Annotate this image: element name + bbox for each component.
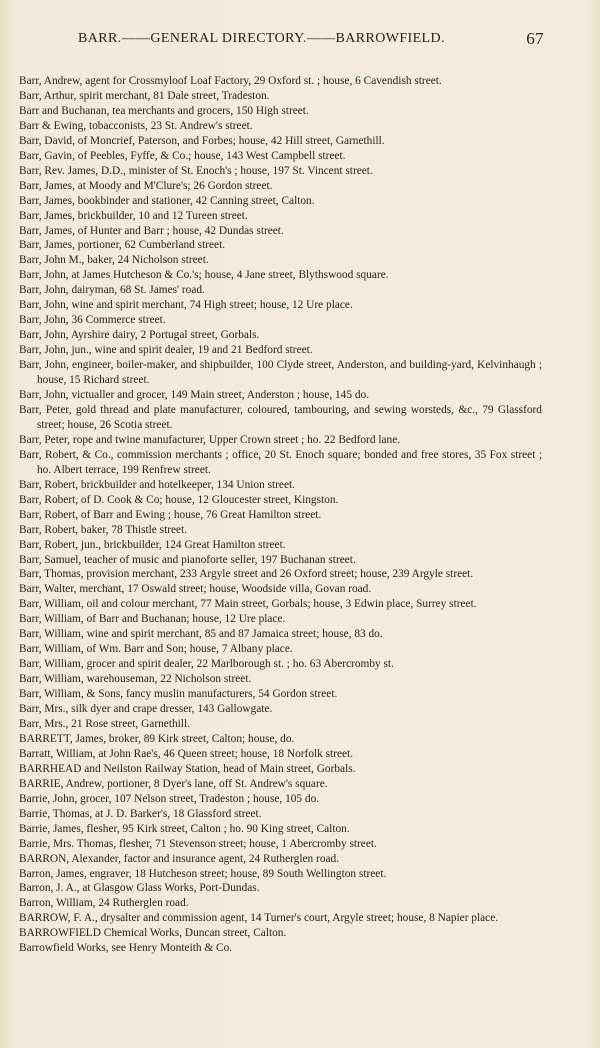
entry-name: Barr, William, [19, 613, 84, 626]
entry-details: of Barr and Buchanan; house, 12 Ure place. [83, 613, 286, 626]
entry-details: dairyman, 68 St. James' road. [68, 284, 205, 297]
entry-details: head of Main street, Gorbals. [220, 762, 356, 775]
entry-name: Barr, William, [19, 598, 84, 611]
entry-name: BARRHEAD and Neilston Railway Station, [19, 762, 221, 775]
entry-name: Barrie, Mrs. Thomas, [19, 837, 117, 850]
directory-entry [19, 926, 542, 941]
entry-details: engraver, 18 Hutcheson street; house, 89 South Wellington street. [86, 867, 387, 880]
entry-name: Barr, Robert, [19, 538, 79, 551]
entry-details: jun., brickbuilder, 124 Great Hamilton street. [78, 538, 286, 551]
directory-entry [19, 732, 542, 747]
directory-entry [19, 702, 542, 717]
entry-details: tobacconists, 23 St. Andrew's street. [86, 119, 253, 132]
directory-entry [19, 104, 542, 119]
entry-name: Barr, Andrew, [19, 75, 83, 87]
directory-entry [19, 553, 542, 568]
entry-name: Barr, Robert, & Co., [19, 448, 114, 461]
entry-name: Barr, Gavin, [19, 149, 75, 162]
entry-name: Barr, John, [19, 359, 69, 372]
entry-details: brickbuilder, 10 and 12 Tureen street. [74, 209, 248, 222]
entry-details: at James Hutcheson & Co.'s; house, 4 Jane street, Blythswood square. [68, 269, 389, 282]
entry-name: Barr, William, [19, 628, 84, 641]
entry-details: commission merchants ; office, 20 St. Enoch square; bonded and free stores, 35 Fox street ; ho. Albert terrace, 199 Renfrew street. [37, 448, 542, 476]
entry-details: at John Rae's, 46 Queen street; house, 18 Norfolk street. [95, 747, 354, 760]
page-number: 67 [526, 29, 544, 48]
directory-entry [19, 164, 542, 179]
directory-entry [19, 433, 542, 448]
entry-details: of Peebles, Fyffe, & Co.; house, 143 West Campbell street. [74, 149, 346, 162]
directory-entry [19, 403, 542, 433]
entry-name: Barr, Mrs., [19, 717, 69, 730]
directory-entry [19, 238, 542, 253]
entry-details: flesher, 71 Stevenson street; house, 1 Abercromby street. [116, 837, 377, 850]
entry-details: of D. Cook & Co; house, 12 Gloucester street, Kingston. [78, 493, 339, 506]
entry-name: Barr, Walter, [19, 583, 77, 596]
directory-entry [19, 762, 542, 777]
directory-entry [19, 179, 542, 194]
directory-entry [19, 896, 542, 911]
entry-details: fancy muslin manufacturers, 54 Gordon street. [123, 688, 338, 701]
entry-name: Barr, James, [19, 194, 75, 207]
directory-entry [19, 911, 542, 926]
entry-name: Barr, John, [19, 344, 69, 357]
entry-name: Barr, Thomas, [19, 568, 84, 581]
entry-name: Barr, Samuel, [19, 553, 82, 566]
directory-entry [19, 582, 542, 597]
header-title: BARR.——GENERAL DIRECTORY.——BARROWFIELD. [78, 31, 445, 46]
directory-entry [19, 642, 542, 657]
entry-name: Barr, Mrs., [19, 703, 69, 716]
entry-details: oil and colour merchant, 77 Main street, Gorbals; house, 3 Edwin place, Surrey street. [83, 598, 477, 611]
entry-details: Ayrshire dairy, 2 Portugal street, Gorbals. [68, 329, 260, 342]
entry-name: Barr, John, [19, 284, 69, 297]
directory-entry [19, 792, 542, 807]
directory-entry [19, 852, 542, 867]
entry-name: BARROW, F. A., [19, 912, 98, 925]
entry-name: Barr & Ewing, [19, 119, 87, 132]
directory-entry [19, 343, 542, 358]
entry-details: bookbinder and stationer, 42 Canning street, Calton. [74, 194, 315, 207]
entry-name: Barron, William, [19, 897, 96, 910]
entry-name: Barr, Peter, [19, 403, 72, 416]
entry-details: flesher, 95 Kirk street, Calton ; ho. 90 King street, Calton. [83, 822, 350, 835]
entry-name: Barr, John, [19, 329, 69, 342]
entry-details: at Glasgow Glass Works, Port-Dundas. [79, 882, 260, 895]
entry-details: of Moncrief, Paterson, and Forbes; house, 42 Hill street, Garnethill. [74, 134, 385, 147]
entry-name: Barr, James, [19, 239, 75, 252]
directory-entry [19, 717, 542, 732]
entry-details: grocer, 107 Nelson street, Tradeston ; house, 105 do. [77, 792, 320, 805]
entry-details: provision merchant, 233 Argyle street and 26 Oxford street; house, 239 Argyle street. [83, 568, 474, 581]
directory-entry [19, 508, 542, 523]
directory-entry [19, 268, 542, 283]
directory-entry [19, 89, 542, 104]
directory-entry [19, 523, 542, 538]
entry-name: Barratt, William, [19, 747, 96, 760]
entry-details: Duncan street, Calton. [182, 927, 287, 940]
entry-name: Barron, J. A., [19, 882, 80, 895]
entry-name: Barrie, James, [19, 822, 84, 835]
entry-details: of Hunter and Barr ; house, 42 Dundas street. [74, 224, 284, 237]
directory-entry [19, 224, 542, 239]
entry-details: of Wm. Barr and Son; house, 7 Albany place. [83, 643, 293, 656]
entry-details: wine and spirit merchant, 74 High street; house, 12 Ure place. [68, 299, 353, 312]
entry-details: silk dyer and crape dresser, 143 Gallowgate. [68, 703, 273, 716]
directory-entry [19, 567, 542, 582]
entry-name: Barr, John, [19, 314, 69, 327]
entry-name: Barr, William, & Sons, [19, 688, 124, 701]
directory-entry [19, 612, 542, 627]
entry-details: portioner, 8 Dyer's lane, off St. Andrew's square. [104, 777, 328, 790]
entry-name: Barrowfield Works, [19, 942, 109, 955]
entry-name: Barrie, Thomas, [19, 807, 93, 820]
directory-entry [19, 538, 542, 553]
entry-details: warehouseman, 22 Nicholson street. [83, 673, 252, 686]
entry-details: at J. D. Barker's, 18 Glassford street. [92, 807, 262, 820]
directory-entry [19, 478, 542, 493]
entry-details: see Henry Monteith & Co. [108, 942, 233, 955]
entry-details: rope and twine manufacturer, Upper Crown street ; ho. 22 Bedford lane. [70, 433, 401, 446]
directory-entry [19, 597, 542, 612]
entry-name: Barr, William, [19, 673, 84, 686]
directory-entry [19, 777, 542, 792]
entry-details: tea merchants and grocers, 150 High street. [109, 104, 309, 117]
directory-entry [19, 657, 542, 672]
entry-details: baker, 78 Thistle street. [78, 523, 188, 536]
entry-name: Barr and Buchanan, [19, 104, 110, 117]
directory-entry [19, 194, 542, 209]
entry-name: Barr, Robert, [19, 478, 79, 491]
directory-entry [19, 298, 542, 313]
entry-details: 24 Rutherglen road. [95, 897, 189, 910]
directory-entries [19, 74, 542, 956]
entry-details: baker, 24 Nicholson street. [84, 254, 209, 267]
entry-details: gold thread and plate manufacturer, coloured, tambouring, and sewing worsteds, &c., 79 Glassford street; house, 26 Scotia street. [37, 403, 542, 431]
entry-name: Barr, John M., [19, 254, 85, 267]
entry-details: brickbuilder and hotelkeeper, 134 Union street. [78, 478, 295, 491]
entry-details: teacher of music and pianoforte seller, 197 Buchanan street. [81, 553, 356, 566]
entry-name: Barrie, John, [19, 792, 78, 805]
entry-details: broker, 89 Kirk street, Calton; house, do. [106, 732, 295, 745]
directory-entry [19, 119, 542, 134]
entry-name: Barr, Arthur, [19, 89, 77, 102]
entry-details: D.D., minister of St. Enoch's ; house, 197 St. Vincent street. [98, 164, 373, 177]
directory-entry [19, 941, 542, 956]
entry-details: jun., wine and spirit dealer, 19 and 21 Bedford street. [68, 344, 313, 357]
entry-details: portioner, 62 Cumberland street. [74, 239, 226, 252]
directory-entry [19, 388, 542, 403]
directory-entry [19, 149, 542, 164]
directory-entry [19, 313, 542, 328]
entry-details: at Moody and M'Clure's; 26 Gordon street. [74, 179, 273, 192]
entry-name: Barr, Robert, [19, 523, 79, 536]
entry-details: merchant, 17 Oswald street; house, Woodside villa, Govan road. [76, 583, 372, 596]
directory-entry [19, 627, 542, 642]
directory-entry [19, 328, 542, 343]
directory-entry [19, 283, 542, 298]
entry-details: engineer, boiler-maker, and shipbuilder, 100 Clyde street, Anderston, and building-yard, Kelvinhaugh ; house, 15 Richard street. [37, 359, 542, 387]
entry-details: 21 Rose street, Garnethill. [68, 717, 190, 730]
directory-entry [19, 448, 542, 478]
entry-name: BARRON, Alexander, [19, 852, 121, 865]
entry-name: Barr, James, [19, 209, 75, 222]
directory-entry [19, 358, 542, 388]
directory-entry [19, 134, 542, 149]
entry-details: drysalter and commission agent, 14 Turner's court, Argyle street; house, 8 Napier place. [97, 912, 499, 925]
directory-entry [19, 493, 542, 508]
entry-name: Barr, William, [19, 643, 84, 656]
directory-entry [19, 253, 542, 268]
entry-name: Barr, Robert, [19, 493, 79, 506]
directory-entry [19, 672, 542, 687]
entry-name: Barr, James, [19, 224, 75, 237]
entry-details: wine and spirit merchant, 85 and 87 Jamaica street; house, 83 do. [83, 628, 383, 641]
entry-name: Barr, John, [19, 269, 69, 282]
directory-entry [19, 837, 542, 852]
entry-details: spirit merchant, 81 Dale street, Tradeston. [76, 89, 270, 102]
directory-entry [19, 867, 542, 882]
directory-entry [19, 881, 542, 896]
entry-name: Barr, Peter, [19, 433, 71, 446]
entry-name: BARROWFIELD Chemical Works, [19, 927, 183, 940]
entry-name: Barr, Rev. James, [19, 164, 99, 177]
entry-name: Barr, James, [19, 179, 75, 192]
entry-name: Barr, John, [19, 389, 69, 402]
running-header [0, 31, 600, 51]
directory-entry [19, 822, 542, 837]
directory-entry [19, 209, 542, 224]
directory-entry [19, 807, 542, 822]
entry-details: 36 Commerce street. [68, 314, 166, 327]
entry-name: Barr, John, [19, 299, 69, 312]
entry-details: grocer and spirit dealer, 22 Marlborough st. ; ho. 63 Abercromby st. [83, 658, 394, 671]
entry-details: victualler and grocer, 149 Main street, Anderston ; house, 145 do. [68, 389, 370, 402]
entry-details: agent for Crossmyloof Loaf Factory, 29 Oxford st. ; house, 6 Cavendish street. [82, 75, 442, 87]
entry-details: factor and insurance agent, 24 Rutherglen road. [120, 852, 340, 865]
entry-name: Barr, David, [19, 134, 75, 147]
entry-name: Barr, William, [19, 658, 84, 671]
directory-entry [19, 74, 542, 89]
entry-name: BARRIE, Andrew, [19, 777, 105, 790]
entry-name: BARRETT, James, [19, 732, 107, 745]
entry-details: of Barr and Ewing ; house, 76 Great Hamilton street. [78, 508, 322, 521]
directory-entry [19, 687, 542, 702]
directory-entry [19, 747, 542, 762]
entry-name: Barr, Robert, [19, 508, 79, 521]
entry-name: Barron, James, [19, 867, 87, 880]
